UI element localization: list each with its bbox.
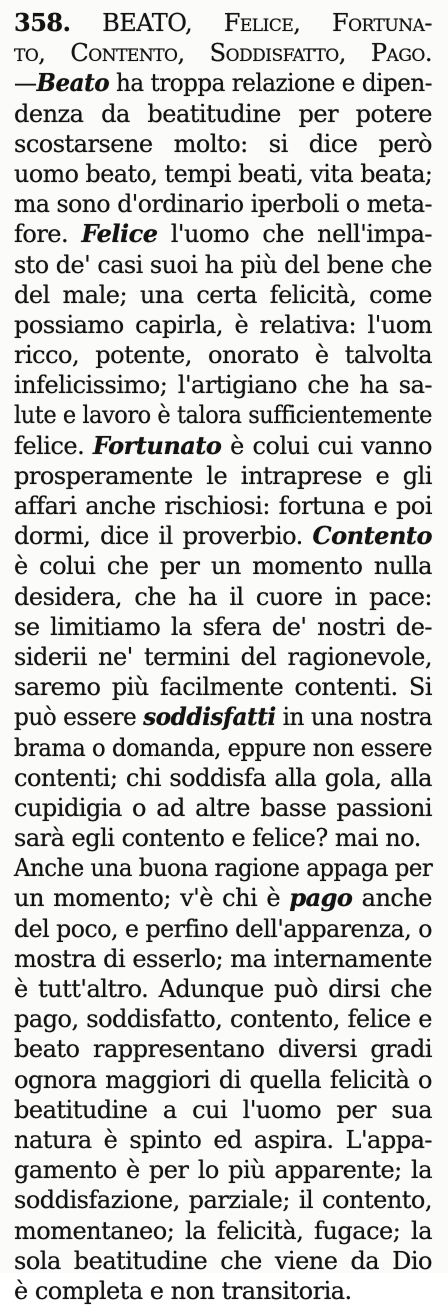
heading-synonym: Soddisfatto [209,39,339,68]
text-segment: contenti; chi soddisfa alla gola, alla [14,763,432,792]
text-segment: denza da beatitudine per potere [14,99,432,128]
heading-synonym: Fortuna- [331,9,432,37]
text-line [14,702,432,732]
text-segment: , [293,9,332,37]
text-segment: cupidigia o ad altre basse passioni [14,793,432,822]
text-line [14,68,432,98]
text-segment: . [424,39,432,68]
text-line [14,823,432,853]
text-segment: desidera, che ha il cuore in pace: [14,582,432,611]
entry-heading-line [14,8,432,38]
text-line [14,461,432,491]
text-segment: è colui cui vanno [221,431,432,460]
entry-number: 358. [14,8,71,37]
text-line [14,1276,432,1306]
text-segment: anche [352,884,432,913]
text-segment: ricco, potente, onorato è talvolta [14,341,432,370]
text-segment: possiamo capirla, è relativa: l'uom [14,310,432,339]
text-segment: mostra di esserlo; ma internamente [14,944,432,973]
text-segment: un momento; v'è chi è [14,884,290,913]
text-line [14,38,432,68]
text-segment: scostarsene molto: si dice però [14,129,432,158]
headword-emphasis: Felice [81,219,158,249]
synonym-entry [14,8,432,1306]
text-segment: gamento è per lo più apparente; la [14,1156,432,1185]
headword-emphasis: Beato [36,68,110,98]
text-segment: prosperamente le intraprese e gli [14,461,432,490]
text-line [14,551,432,581]
text-segment: — [14,69,37,98]
text-segment: pago, soddisfatto, contento, felice e [14,1005,432,1034]
heading-synonym: Pago [370,39,425,68]
headword-emphasis: pago [289,883,353,913]
text-line [14,914,432,944]
headword-emphasis: Fortunato [92,430,222,460]
text-segment: dormi, dice il proverbio. [14,522,313,551]
text-segment: ma sono d'ordinario iperboli o meta- [14,190,432,219]
text-line [14,612,432,642]
text-line [14,159,432,189]
text-line [14,853,432,883]
text-segment: natura è spinto ed aspira. L'appa- [14,1125,432,1154]
text-line [14,733,432,763]
text-segment: sto de' casi suoi ha più del bene che [14,250,433,279]
text-segment: può essere [14,703,144,732]
text-segment: affari anche rischiosi: fortuna e poi [14,492,432,520]
text-line [14,99,432,129]
text-line [14,370,432,400]
text-segment: lute e lavoro è talora sufficientemente [14,401,432,430]
text-line [14,1155,432,1185]
text-line [14,672,432,702]
text-segment: siderii ne' termini del ragionevole, [14,642,432,671]
text-line [14,431,432,461]
text-segment: del male; una certa felicità, come [14,280,432,309]
heading-synonym: to [14,39,39,68]
text-line [14,280,432,310]
text-line [14,129,432,159]
headword-emphasis: Contento [312,521,432,551]
text-segment: felice. [14,431,93,460]
text-line [14,250,432,280]
text-line [14,1185,432,1215]
text-segment: è tutt'altro. Adunque può dirsi che [14,975,432,1003]
text-line [14,310,432,340]
headword-emphasis: soddisfatti [143,702,276,732]
text-segment: saremo più facilmente contenti. Si [14,673,432,702]
text-line [14,944,432,974]
text-line [14,1246,432,1276]
text-line [14,340,432,370]
text-line [14,974,432,1004]
text-segment: ha troppa relazione e dipen- [109,69,432,98]
text-segment: in una nostra [275,703,433,732]
text-segment: sola beatitudine che viene da Dio [14,1246,432,1275]
text-line [14,400,432,430]
text-line [14,1095,432,1125]
text-line [14,1034,432,1064]
text-line [14,763,432,793]
text-segment: , [177,39,210,68]
text-line [14,883,432,913]
text-line [14,1125,432,1155]
text-segment: Anche una buona ragione appaga per [14,854,433,883]
text-segment: brama o domanda, eppure non essere [14,733,432,762]
text-segment: , [338,39,371,68]
text-segment: è completa e non transitoria. [14,1276,352,1305]
text-segment: infelicissimo; l'artigiano che ha sa- [14,371,432,400]
text-line [14,582,432,612]
text-segment: fore. [14,220,82,249]
text-segment: se limitiamo la sfera de' nostri de- [14,612,432,641]
heading-synonym: Felice [223,9,294,37]
text-segment: BEATO, [102,9,224,37]
text-line [14,219,432,249]
text-segment: , [38,39,71,68]
text-line [14,793,432,823]
text-segment: del poco, e perfino dell'apparenza, o [14,914,432,943]
text-line [14,1004,432,1034]
text-line [14,189,432,219]
heading-synonym: Contento [70,39,178,68]
text-line [14,521,432,551]
text-segment: uomo beato, tempi beati, vita beata; [14,159,433,188]
text-line [14,1216,432,1246]
text-segment: è colui che per un momento nulla [14,552,432,581]
text-segment: beato rappresentano diversi gradi [14,1035,432,1064]
text-segment: momentaneo; la felicità, fugace; la [14,1216,432,1245]
text-segment: l'uomo che nell'impa- [157,220,433,249]
text-line [14,491,432,521]
text-segment: beatitudine a cui l'uomo per sua [14,1095,432,1124]
text-line [14,1065,432,1095]
text-segment: soddisfazione, parziale; il contento, [14,1186,432,1215]
text-segment: sarà egli contento e felice? mai no. [14,824,421,853]
text-segment: ognora maggiori di quella felicità o [14,1065,432,1094]
text-line [14,642,432,672]
